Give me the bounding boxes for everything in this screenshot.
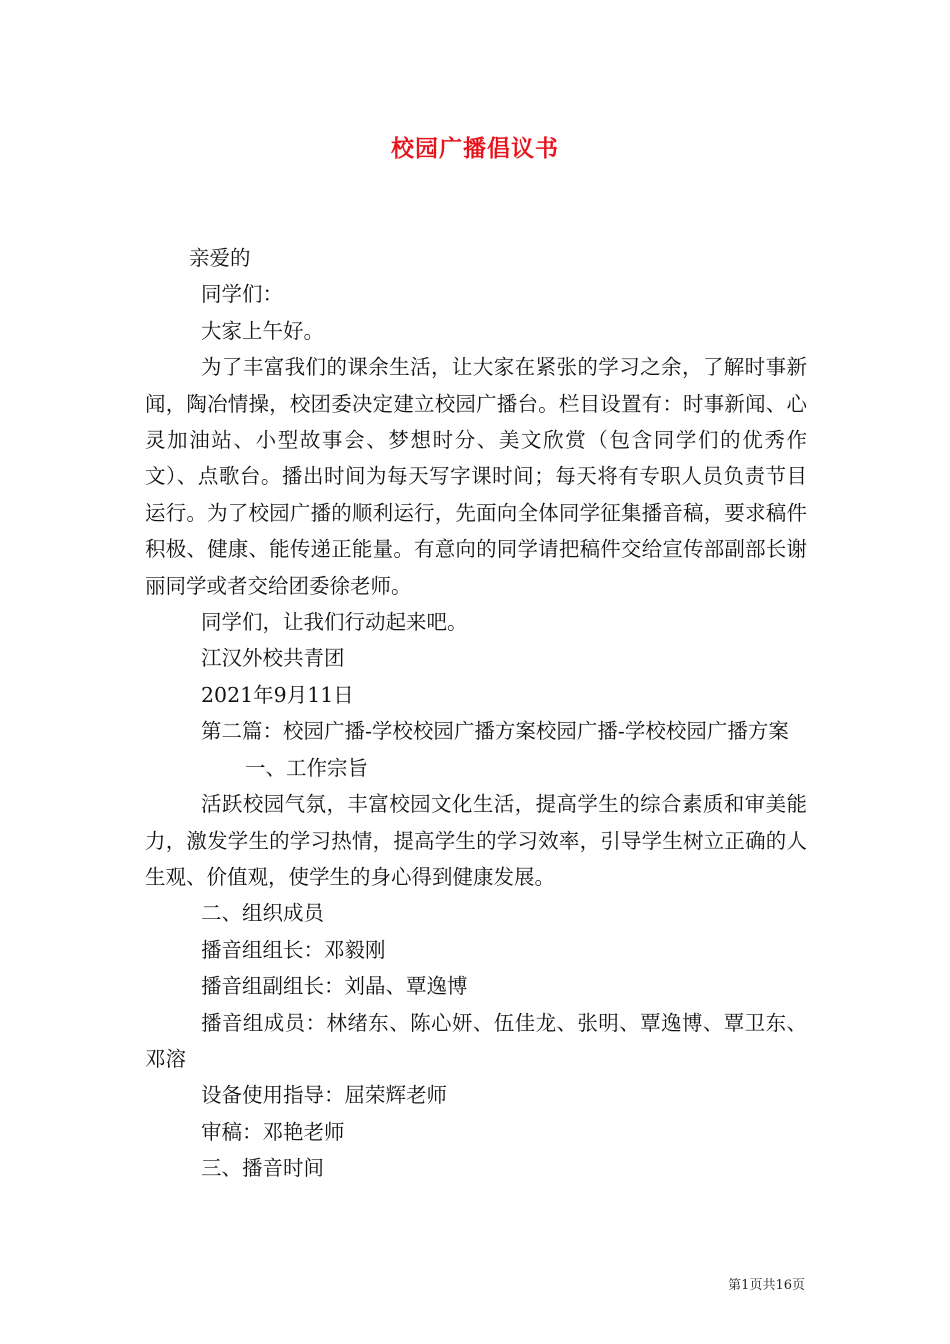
call-to-action-paragraph: 同学们，让我们行动起来吧。: [201, 610, 468, 635]
member-vice-leader: 播音组副组长：刘晶、覃逸博: [201, 974, 468, 999]
member-list: 播音组成员：林绪东、陈心妍、伍佳龙、张明、覃逸博、覃卫东、邓溶: [145, 1010, 807, 1071]
review-teacher: 审稿：邓艳老师: [201, 1119, 345, 1144]
document-body: [145, 240, 807, 1187]
section-1-paragraph: 活跃校园气氛，丰富校园文化生活，提高学生的综合素质和审美能力，激发学生的学习热情，提高学生的学习效率，引导学生树立正确的人生观、价值观，使学生的身心得到健康发展。: [145, 792, 807, 889]
document-title: 校园广播倡议书: [391, 135, 559, 162]
greeting-paragraph: 大家上午好。: [201, 318, 324, 343]
salutation-line-1: 亲爱的: [189, 246, 251, 270]
section-heading-1: 一、工作宗旨: [245, 755, 368, 780]
main-paragraph: 为了丰富我们的课余生活，让大家在紧张的学习之余，了解时事新闻，陶冶情操，校团委决定建立校园广播台。栏目设置有：时事新闻、心灵加油站、小型故事会、梦想时分、美文欣赏（包含同学们的优秀作文）、点歌台。播出时间为每天写字课时间；每天将有专职人员负责节目运行。为了校园广播的顺利运行，先面向全体同学征集播音稿，要求稿件积极、健康、能传递正能量。有意向的同学请把稿件交给宣传部副部长谢丽同学或者交给团委徐老师。: [145, 355, 807, 598]
signature-date: 2021年9月11日: [201, 682, 354, 707]
page-number: 第1页共16页: [728, 1278, 805, 1293]
second-article-heading: 第二篇：校园广播-学校校园广播方案校园广播-学校校园广播方案: [201, 719, 789, 744]
member-leader: 播音组组长：邓毅刚: [201, 937, 386, 962]
section-heading-2: 二、组织成员: [201, 901, 324, 926]
section-heading-3: 三、播音时间: [201, 1156, 324, 1181]
equipment-guide: 设备使用指导：屈荣辉老师: [201, 1083, 447, 1108]
signature-organization: 江汉外校共青团: [201, 646, 345, 671]
salutation-line-2: 同学们：: [201, 282, 283, 307]
